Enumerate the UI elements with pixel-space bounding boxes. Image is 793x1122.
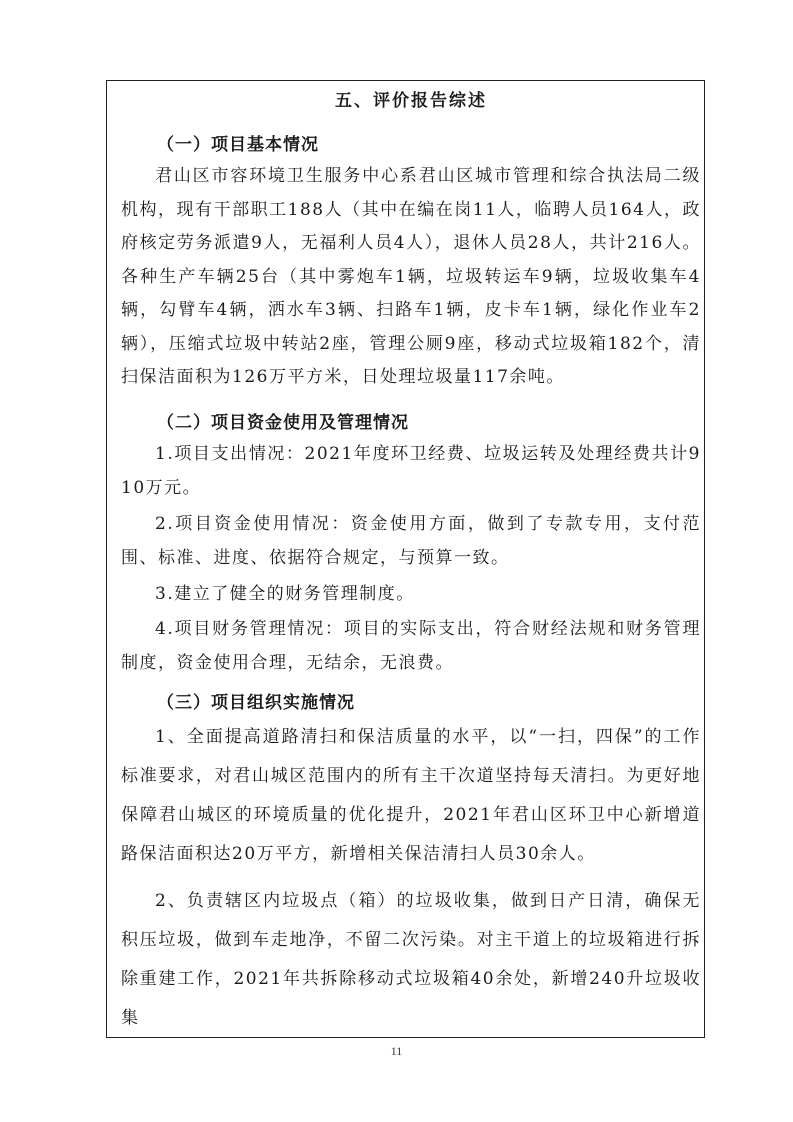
paragraph-funds-1: 1.项目支出情况：2021年度环卫经费、垃圾运转及处理经费共计910万元。 bbox=[121, 444, 701, 498]
paragraph-basic-info: 君山区市容环境卫生服务中心系君山区城市管理和综合执法局二级机构，现有干部职工188人（其中在编在岗11人，临聘人员164人，政府核定劳务派遣9人，无福利人员4人），退休人员28人，共计216人。各种生产车辆25台（其中雾炮车1辆，垃圾转运车9辆，垃圾收集车4辆，勾臂车4辆，洒水车3辆、扫路车1辆，皮卡车1辆，绿化作业车2辆），压缩式垃圾中转站2座，管理公厕9座，移动式垃圾箱182个，清扫保洁面积为126万平方米，日处理垃圾量117余吨。 bbox=[121, 166, 701, 387]
paragraph-funds-4: 4.项目财务管理情况：项目的实际支出，符合财经法规和财务管理制度，资金使用合理，无结余，无浪费。 bbox=[121, 619, 701, 673]
paragraph-implementation-1: 1、全面提高道路清扫和保洁质量的水平，以“一扫，四保”的工作标准要求，对君山城区范围内的所有主干次道坚持每天清扫。为更好地保障君山城区的环境质量的优化提升，2021年君山区环卫中心新增道路保洁面积达20万平方，新增相关保洁清扫人员30余人。 bbox=[121, 727, 701, 864]
subsection-title-implementation: （三）项目组织实施情况 bbox=[157, 693, 355, 713]
subsection-title-funds: （二）项目资金使用及管理情况 bbox=[157, 413, 409, 433]
subsection-title-basic-info: （一）项目基本情况 bbox=[157, 135, 319, 155]
section-title: 五、评价报告综述 bbox=[335, 91, 487, 111]
paragraph-funds-3: 3.建立了健全的财务管理制度。 bbox=[155, 584, 415, 604]
paragraph-implementation-2: 2、负责辖区内垃圾点（箱）的垃圾收集，做到日产日清，确保无积压垃圾，做到车走地净，不留二次污染。对主干道上的垃圾箱进行拆除重建工作，2021年共拆除移动式垃圾箱40余处，新增240升垃圾收集 bbox=[121, 891, 701, 1028]
paragraph-funds-2: 2.项目资金使用情况：资金使用方面，做到了专款专用，支付范围、标准、进度、依据符合规定，与预算一致。 bbox=[121, 514, 701, 568]
page-number: 11 bbox=[390, 1044, 403, 1058]
